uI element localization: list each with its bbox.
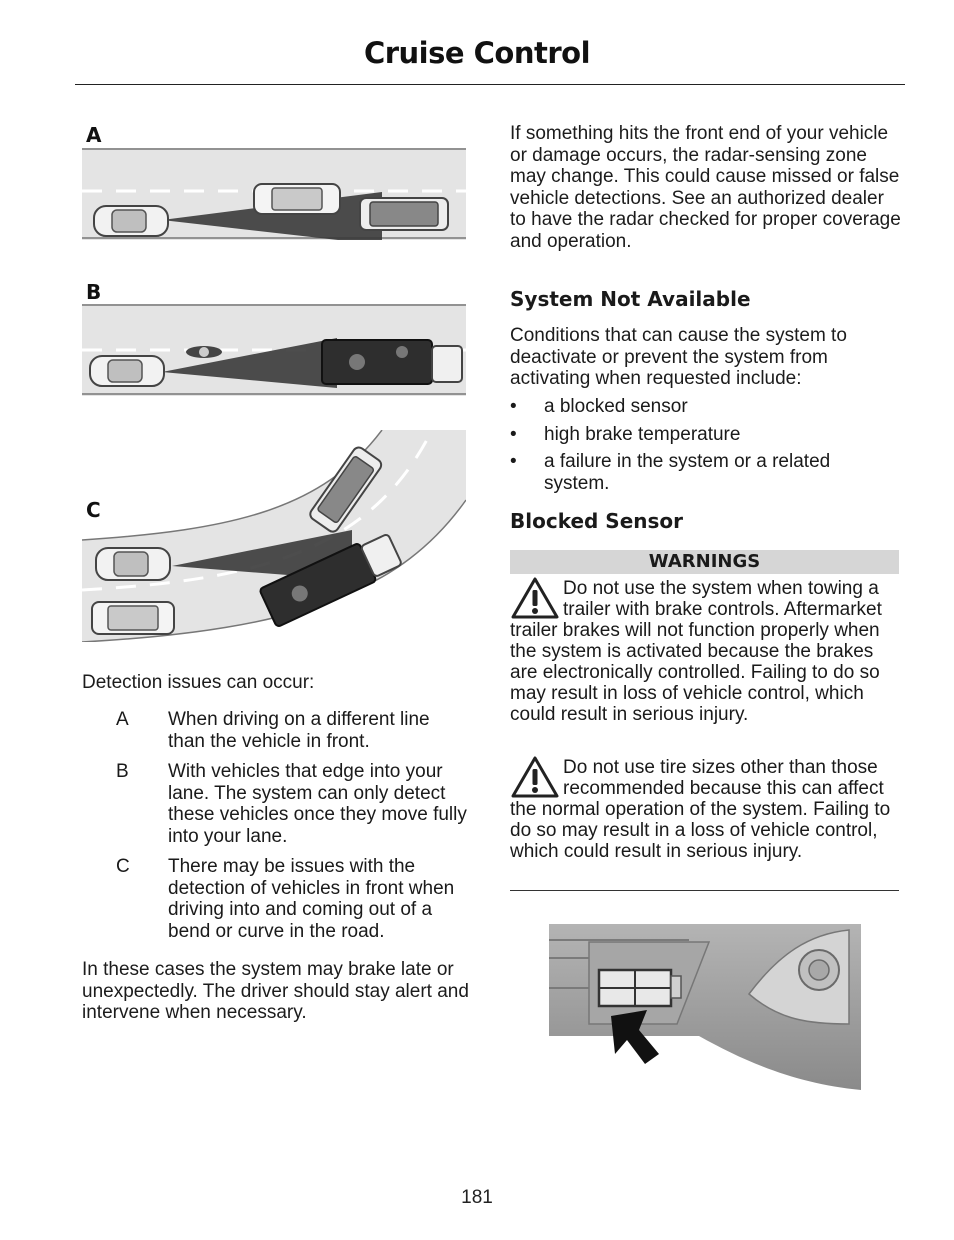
radar-damage-paragraph: If something hits the front end of your vehicle or damage occurs, the radar-sensing zone may change. This could cause missed or false vehicle detections. See an authorized dealer to have the radar checked for proper coverage and operation. — [510, 123, 901, 252]
truck-icon — [322, 340, 462, 384]
blocked-sensor-heading: Blocked Sensor — [510, 509, 684, 533]
list-item-key: B — [116, 761, 129, 782]
detection-closing: In these cases the system may brake late or unexpectedly. The driver should stay alert and intervene when necessary. — [82, 959, 469, 1023]
warning-text: Do not use tire sizes other than those recommended because this can affect the normal operation of the system. Failing to do so may result in a loss of vehicle control, which could result in serious injury. — [510, 757, 891, 862]
warnings-header: WARNINGS — [510, 550, 899, 574]
list-item-key: C — [116, 856, 130, 877]
detection-intro: Detection issues can occur: — [82, 672, 315, 693]
bullet-text: high brake temperature — [544, 424, 741, 445]
radar-sensor-illustration — [549, 924, 861, 1090]
car-icon — [90, 356, 164, 386]
bullet-marker: • — [510, 424, 517, 445]
figure-b-label: B — [86, 280, 102, 304]
system-not-available-text: Conditions that can cause the system to deactivate or prevent the system from activating when requested include: — [510, 325, 847, 389]
page-title: Cruise Control — [363, 36, 591, 70]
motorcycle-icon — [186, 346, 222, 358]
list-item-key: A — [116, 709, 129, 730]
suv-icon — [254, 184, 340, 214]
warning-triangle-icon — [510, 755, 560, 799]
bullet-marker: • — [510, 451, 517, 472]
figure-c-label: C — [86, 498, 101, 522]
warning-text: Do not use the system when towing a trailer with brake controls. Aftermarket trailer brakes will not function properly when the system is activated because the brakes are electronically controlled. Failing to do so may result in loss of vehicle control, which could result in serious injury. — [510, 578, 882, 725]
warnings-end-divider — [510, 890, 899, 891]
car-icon — [96, 548, 170, 580]
warning-item — [510, 578, 902, 725]
radar-sensor — [599, 970, 681, 1006]
bullet-marker: • — [510, 396, 517, 417]
page-number: 181 — [461, 1187, 493, 1208]
list-item-text: When driving on a different line than the vehicle in front. — [168, 709, 430, 752]
bullet-text: a blocked sensor — [544, 396, 688, 417]
list-item-text: With vehicles that edge into your lane. The system can only detect these vehicles once they move fully into your lane. — [168, 761, 467, 847]
warning-triangle-icon — [510, 576, 560, 620]
title-divider — [75, 84, 905, 85]
car-icon — [94, 206, 168, 236]
system-not-available-heading: System Not Available — [510, 287, 751, 311]
warning-item — [510, 757, 902, 862]
bullet-text: a failure in the system or a related system. — [544, 451, 831, 494]
van-icon — [360, 198, 448, 230]
figure-a-illustration — [82, 148, 466, 240]
figure-a-label: A — [86, 123, 102, 147]
list-item-text: There may be issues with the detection of vehicles in front when driving into and coming out of a bend or curve in the road. — [168, 856, 455, 942]
suv-icon — [92, 602, 174, 634]
figure-c-illustration — [82, 430, 466, 642]
figure-b-illustration — [82, 304, 466, 396]
